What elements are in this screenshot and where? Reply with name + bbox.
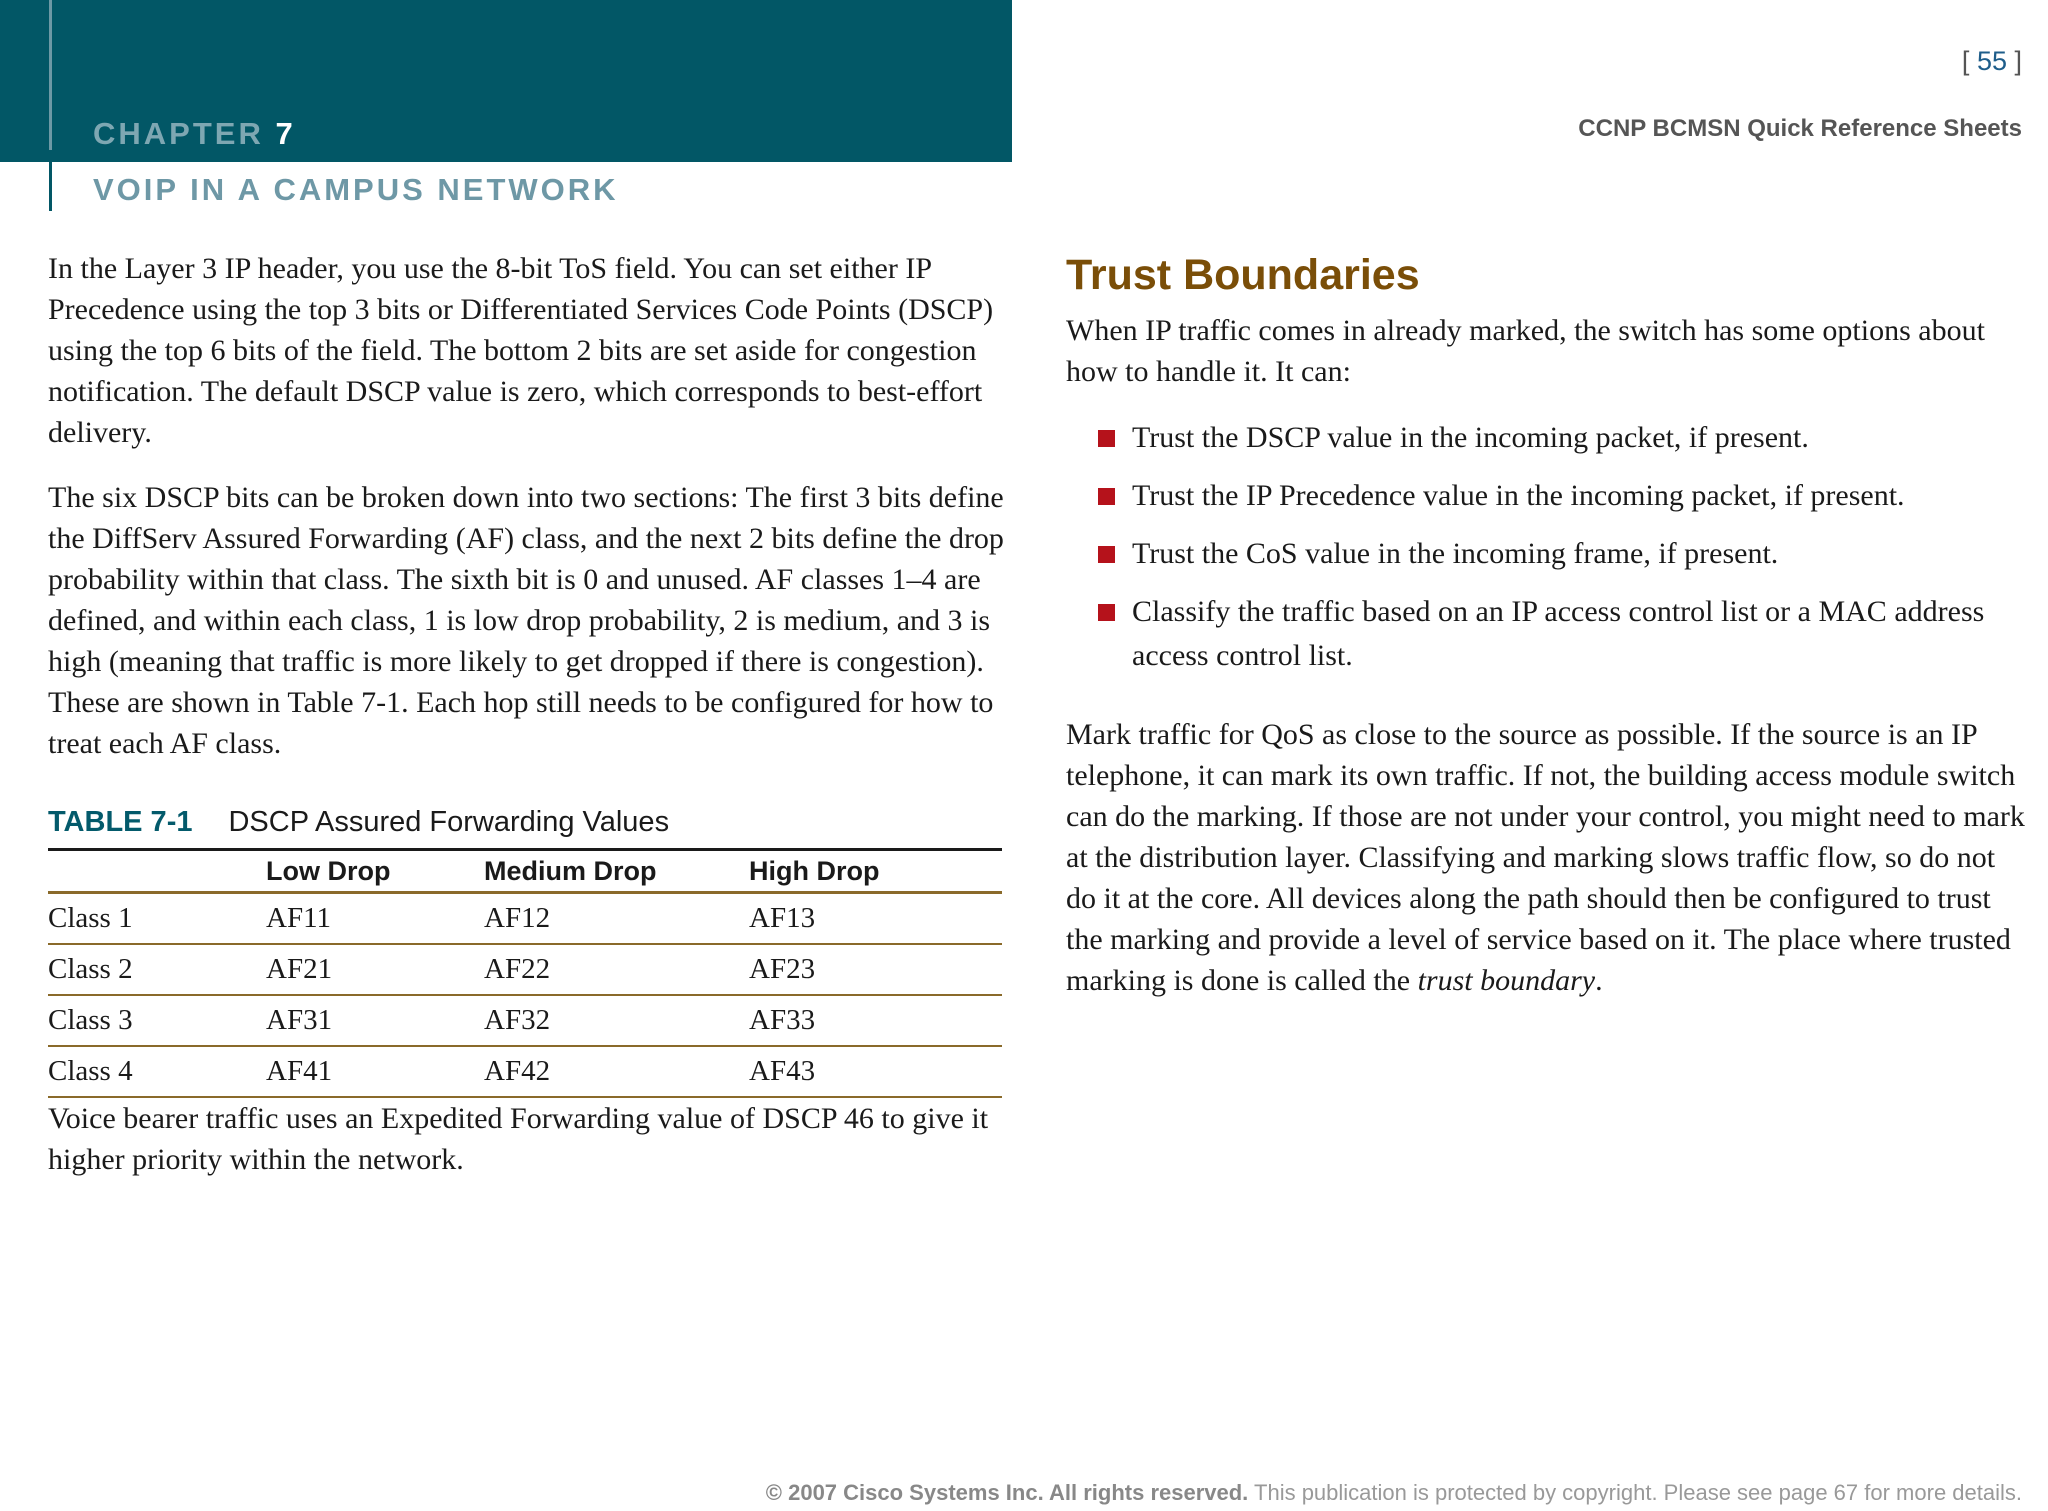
dscp-af-table [48,848,1002,1098]
paragraph-tos-field: In the Layer 3 IP header, you use the 8-bit ToS field. You can set either IP Precedence using the top 3 bits or Differentiated Services Code Points (DSCP) using the top 6 bits of the field. The bottom 2 bits are set aside for congestion notification. The default DSCP value is zero, which corresponds to best-effort delivery. [48,252,994,449]
section-heading-trust-boundaries: Trust Boundaries [1066,251,1420,299]
table-header-row [48,850,1002,893]
list-item-text: Trust the DSCP value in the incoming packet, if present. [1132,421,1809,454]
table-cell: AF43 [749,1046,1002,1097]
square-bullet-icon [1098,488,1115,505]
table-header-cell: Low Drop [266,850,484,893]
list-item [1066,416,2026,460]
table-cell: AF42 [484,1046,749,1097]
table-row [48,893,1002,945]
table-cell: AF21 [266,944,484,995]
table-header-cell: Medium Drop [484,850,749,893]
copyright-footer [766,1480,2022,1506]
table-row [48,944,1002,995]
paragraph-voice-bearer: Voice bearer traffic uses an Expedited Forwarding value of DSCP 46 to give it higher priority within the network. [48,1102,989,1176]
trust-options-list [1066,416,2026,678]
list-item [1066,590,2026,678]
table-title: DSCP Assured Forwarding Values [228,806,670,838]
copyright-notice: © 2007 Cisco Systems Inc. All rights reserved. [765,1480,1249,1505]
paragraph-dscp-bits: The six DSCP bits can be broken down into two sections: The first 3 bits define the DiffServ Assured Forwarding (AF) class, and the next 2 bits define the drop probability within that class. The sixth bit is 0 and unused. AF classes 1–4 are defined, and within each class, 1 is low drop probability, 2 is medium, and 3 is high (meaning that traffic is more likely to get dropped if there is congestion). These are shown in Table 7-1. Each hop still needs to be configured for how to treat each AF class. [48,481,1004,760]
square-bullet-icon [1098,604,1115,621]
closing-period: . [1595,964,1603,997]
table-row [48,1046,1002,1097]
table-header-cell [48,850,266,893]
closing-text: Mark traffic for QoS as close to the source as possible. If the source is an IP telephone, it can mark its own traffic. If not, the building access module switch can do the marking. If those are not under your control, you might need to mark at the distribution layer. Classifying and marking slows traffic flow, so do not do it at the core. All devices along the path should then be configured to trust the marking and provide a level of service based on it. The place where trusted marking is done is called the [1066,718,2025,997]
copyright-protection-notice: This publication is protected by copyright. Please see page 67 for more details. [1254,1480,2022,1505]
table-header-cell: High Drop [749,850,1002,893]
right-column [1066,248,2026,1025]
list-item-text: Trust the CoS value in the incoming frame, if present. [1132,537,1779,570]
list-item-text: Trust the IP Precedence value in the incoming packet, if present. [1132,479,1905,512]
table-number: TABLE 7-1 [48,806,193,838]
table-cell: Class 4 [48,1046,266,1097]
table-cell: AF31 [266,995,484,1046]
table-cell: AF11 [266,893,484,945]
chapter-number: 7 [275,116,296,151]
table-cell: Class 3 [48,995,266,1046]
list-item [1066,532,2026,576]
paragraph-trust-intro: When IP traffic comes in already marked, the switch has some options about how to handle it. It can: [1066,314,1985,388]
list-item [1066,474,2026,518]
trust-boundary-term: trust boundary [1417,964,1596,997]
table-row [48,995,1002,1046]
paragraph-mark-traffic [1066,714,2026,1001]
list-item-text: Classify the traffic based on an IP access control list or a MAC address access control list. [1132,595,1985,672]
chapter-label [93,116,296,152]
book-title: CCNP BCMSN Quick Reference Sheets [1578,115,2022,142]
page-number: [ 55 ] [1961,46,2022,76]
chapter-word: CHAPTER [93,116,264,151]
table-cell: Class 2 [48,944,266,995]
table-cell: AF22 [484,944,749,995]
table-cell: AF23 [749,944,1002,995]
table-caption [48,804,1008,840]
table-cell: AF33 [749,995,1002,1046]
chapter-title: VOIP IN A CAMPUS NETWORK [93,172,619,207]
square-bullet-icon [1098,430,1115,447]
table-cell: AF41 [266,1046,484,1097]
header-vertical-rule-accent [49,0,52,150]
table-cell: AF12 [484,893,749,945]
square-bullet-icon [1098,546,1115,563]
table-cell: AF13 [749,893,1002,945]
table-cell: AF32 [484,995,749,1046]
table-cell: Class 1 [48,893,266,945]
left-column [48,248,1008,1204]
page-number-value: 55 [1976,46,2007,76]
